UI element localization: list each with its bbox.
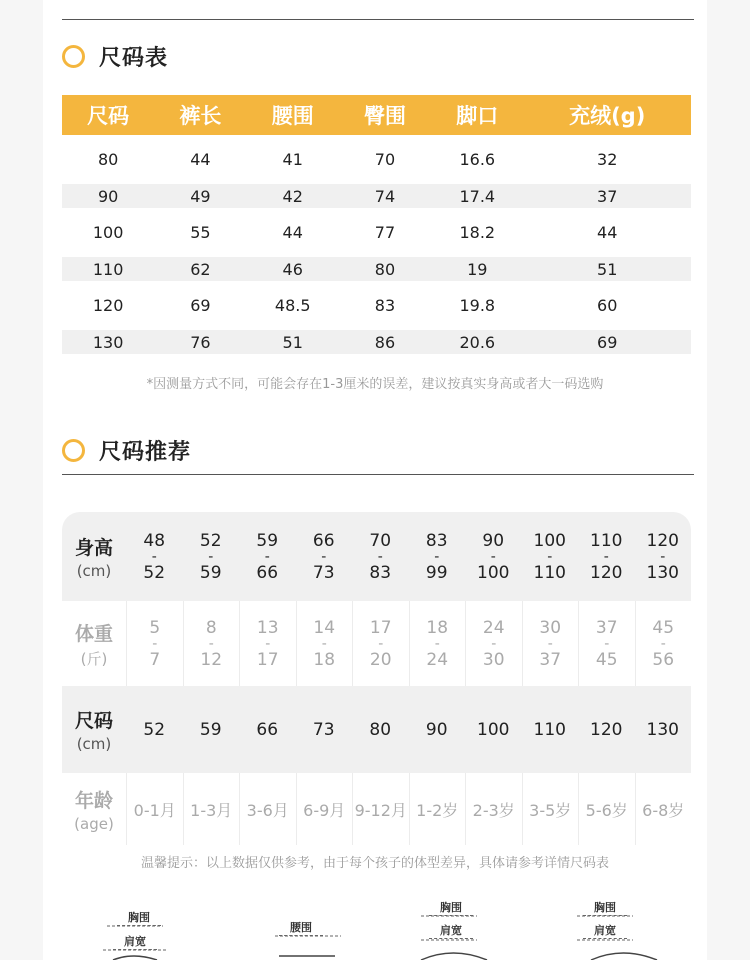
table-cell: 76 [154,330,246,354]
table-cell: 46 [247,257,339,281]
table-cell: 44 [597,223,618,242]
range-max: 56 [652,649,675,670]
range-dash: - [490,548,496,565]
row-label: 尺码 [74,710,113,732]
table-cell: 37 [523,184,691,208]
height-cell [522,512,579,601]
table-row [62,281,691,330]
age-cell: 3-5岁 [522,773,579,845]
section-divider [62,474,694,475]
top-divider [62,19,694,20]
age-row [62,773,691,845]
range-max: 59 [199,562,222,583]
range-max: 99 [425,562,448,583]
range-dash: - [208,635,214,652]
column-header: 裤长 [154,95,246,135]
range-max: 45 [595,649,618,670]
age-cell: 5-6岁 [578,773,635,845]
table-cell: 70 [374,150,396,169]
chest-label: 胸围 [429,899,473,916]
size-row [62,686,691,773]
range-dash: - [151,548,157,565]
table-cell: 42 [247,184,339,208]
height-cell [635,512,692,601]
range-max: 52 [143,562,166,583]
weight-cell [296,601,353,686]
table-cell: 130 [62,330,154,354]
weight-cell [578,601,635,686]
row-label: 年龄 [74,789,113,812]
range-min: 8 [205,617,217,638]
range-min: 83 [425,530,448,551]
range-max: 130 [646,562,679,583]
weight-label [62,601,126,686]
column-header: 尺码 [62,95,154,135]
size-cell: 80 [369,719,392,740]
table-cell: 32 [597,150,618,169]
range-dash: - [434,635,440,652]
range-dash: - [378,635,384,652]
recommend-table [62,512,691,845]
range-max: 100 [477,562,510,583]
size-chart-page [43,0,707,960]
range-min: 66 [312,530,335,551]
size-cell: 120 [590,719,623,740]
range-max: 73 [312,562,335,583]
range-min: 18 [426,617,449,638]
shoulder-label: 肩宽 [583,922,627,939]
height-cell [578,512,635,601]
range-min: 5 [149,617,161,638]
height-label [62,512,126,601]
size-cell: 66 [256,719,279,740]
table-cell: 20.6 [431,330,523,354]
height-cell [409,512,466,601]
height-cell [126,512,183,601]
range-max: 30 [482,649,505,670]
range-max: 7 [149,649,161,670]
weight-cell [183,601,240,686]
range-max: 24 [426,649,449,670]
range-min: 37 [595,617,618,638]
range-dash: - [547,548,553,565]
table-cell: 49 [154,184,246,208]
range-min: 110 [590,530,623,551]
range-max: 20 [369,649,392,670]
range-max: 120 [590,562,623,583]
range-dash: - [660,548,666,565]
weight-cell [239,601,296,686]
section-header-size-chart [62,39,168,73]
range-min: 14 [313,617,336,638]
table-cell: 83 [374,296,396,315]
section-header-recommend [62,433,191,467]
table-row [62,330,691,354]
table-row [62,135,691,184]
shoulder-label: 肩宽 [429,922,473,939]
range-dash: - [491,635,497,652]
size-cell: 130 [646,719,679,740]
table-cell: 120 [92,296,124,315]
table-cell: 80 [339,257,431,281]
measurement-note: *因测量方式不同，可能会存在1-3厘米的误差，建议按真实身高或者大一码选购 [146,377,604,392]
table-cell: 62 [154,257,246,281]
row-unit: (斤) [80,649,108,668]
table-cell: 19 [431,257,523,281]
height-cell [183,512,240,601]
table-cell: 51 [247,330,339,354]
chest-label: 胸围 [117,909,161,926]
row-label: 体重 [74,622,113,645]
range-max: 37 [539,649,562,670]
range-max: 110 [533,562,566,583]
table-cell: 110 [62,257,154,281]
table-cell: 44 [190,150,211,169]
range-dash: - [604,635,610,652]
size-cell: 52 [143,719,166,740]
table-cell: 51 [523,257,691,281]
section-title: 尺码推荐 [99,439,192,465]
table-cell: 86 [339,330,431,354]
range-min: 52 [199,530,222,551]
row-unit: (cm) [76,735,112,753]
weight-cell [409,601,466,686]
range-max: 18 [313,649,336,670]
height-cell [465,512,522,601]
column-header: 臀围 [339,95,431,135]
size-cell: 90 [425,719,448,740]
size-table [62,95,691,354]
waist-label: 腰围 [279,919,323,936]
weight-cell [635,601,692,686]
range-dash: - [660,635,666,652]
size-cell: 59 [199,719,222,740]
age-cell: 6-9月 [296,773,353,845]
column-header: 充绒(g) [523,95,691,135]
size-cell: 73 [312,719,335,740]
size-cell: 110 [533,719,566,740]
range-dash: - [208,548,214,565]
range-min: 13 [256,617,279,638]
table-cell: 18.2 [459,223,496,242]
table-cell: 90 [62,184,154,208]
chest-label: 胸围 [583,899,627,916]
weight-cell [522,601,579,686]
circle-bullet-icon [62,439,85,462]
range-min: 48 [143,530,166,551]
row-label: 身高 [74,537,113,559]
range-dash: - [321,548,327,565]
range-min: 100 [533,530,566,551]
age-cell: 1-2岁 [409,773,466,845]
section-title: 尺码表 [99,45,169,71]
age-label [62,773,126,845]
table-cell: 55 [190,223,211,242]
table-row [62,257,691,281]
age-cell: 9-12月 [352,773,409,845]
range-dash: - [265,635,271,652]
age-cell: 0-1月 [126,773,183,845]
table-cell: 44 [282,223,303,242]
range-max: 12 [200,649,223,670]
row-unit: (cm) [76,562,112,580]
table-cell: 41 [282,150,303,169]
range-max: 66 [256,562,279,583]
weight-row [62,601,691,686]
age-cell: 6-8岁 [635,773,692,845]
range-min: 24 [482,617,505,638]
age-cell: 3-6月 [239,773,296,845]
table-cell: 69 [190,296,211,315]
range-dash: - [264,548,270,565]
range-dash: - [603,548,609,565]
age-cell: 1-3月 [183,773,240,845]
range-dash: - [152,635,158,652]
range-dash: - [434,548,440,565]
column-header: 脚口 [431,95,523,135]
range-min: 45 [652,617,675,638]
size-table-header [62,95,691,135]
table-cell: 100 [92,223,124,242]
row-unit: (age) [74,814,114,833]
shoulder-label: 肩宽 [113,933,157,950]
range-min: 30 [539,617,562,638]
circle-bullet-icon [62,45,85,68]
table-cell: 17.4 [431,184,523,208]
size-cell: 100 [477,719,510,740]
range-min: 59 [256,530,279,551]
table-cell: 19.8 [459,296,496,315]
range-min: 70 [369,530,392,551]
weight-cell [352,601,409,686]
table-cell: 69 [523,330,691,354]
height-row [62,512,691,601]
table-cell: 74 [339,184,431,208]
table-cell: 16.6 [459,150,496,169]
range-max: 83 [369,562,392,583]
range-min: 17 [369,617,392,638]
height-cell [352,512,409,601]
range-dash: - [321,635,327,652]
height-cell [239,512,296,601]
table-cell: 48.5 [274,296,311,315]
weight-cell [126,601,183,686]
height-cell [296,512,353,601]
table-row [62,208,691,257]
column-header: 腰围 [247,95,339,135]
range-max: 17 [256,649,279,670]
range-min: 120 [646,530,679,551]
range-dash: - [547,635,553,652]
weight-cell [465,601,522,686]
table-cell: 60 [597,296,618,315]
age-cell: 2-3岁 [465,773,522,845]
table-cell: 77 [374,223,396,242]
warm-tip: 温馨提示：以上数据仅供参考，由于每个孩子的体型差异，具体请参考详情尺码表 [140,856,609,871]
range-dash: - [377,548,383,565]
size-label [62,686,126,773]
table-row [62,184,691,208]
range-min: 90 [482,530,505,551]
table-cell: 80 [97,150,119,169]
